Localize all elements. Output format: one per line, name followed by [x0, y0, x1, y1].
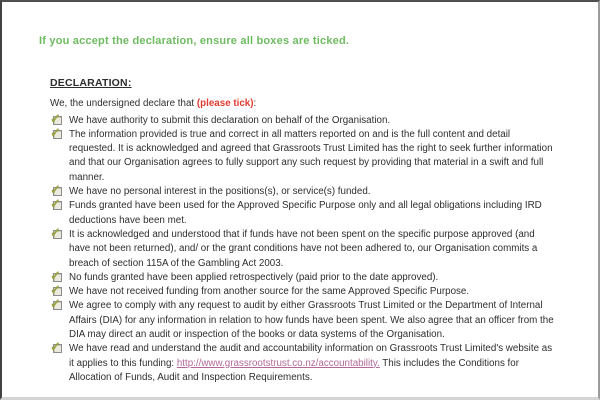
declaration-item: [50, 110, 554, 128]
item-text: [69, 128, 554, 185]
item-text-segment: We have read and understand the audit and accountability information on Grassroots Trust Limited's website as it applies to this funding:: [69, 343, 553, 369]
check-tick-icon: ✓: [50, 282, 61, 298]
item-text-segment: We have authority to submit this declaration on behalf of the Organisation.: [69, 114, 391, 126]
item-text: [69, 185, 554, 199]
check-tick-icon: ✓: [50, 339, 61, 355]
item-text: [69, 342, 554, 385]
declaration-item: [50, 224, 554, 271]
ticked-checkbox[interactable]: [50, 196, 65, 212]
declaration-item: [50, 282, 554, 299]
ticked-checkbox[interactable]: [50, 224, 65, 241]
check-tick-icon: ✓: [50, 296, 61, 312]
please-tick-label: (please tick): [196, 98, 254, 110]
declaration-item: [50, 296, 554, 342]
item-text: [69, 228, 554, 271]
item-text-segment: We have no personal interest in the positions(s), or service(s) funded.: [69, 186, 371, 198]
ticked-checkbox[interactable]: [50, 124, 65, 141]
item-text-segment: The information provided is true and correct in all matters reported on and is the full content and detail requested. It is acknowledged and agreed that Grassroots Trust Limited has the right to seek further information and that our Organisation agrees to fully support any such request by providing that material in a swift and full manner.: [69, 128, 553, 183]
check-tick-icon: ✓: [50, 267, 61, 283]
declaration-item: [50, 339, 554, 385]
ticked-checkbox[interactable]: [50, 339, 65, 355]
declaration-intro: [50, 97, 554, 111]
document-page: [2, 2, 598, 385]
check-tick-icon: ✓: [50, 224, 61, 240]
declaration-item: [50, 124, 554, 185]
declaration-item: [50, 182, 554, 199]
declaration-heading: DECLARATION:: [50, 77, 132, 89]
item-text: [69, 285, 554, 299]
accountability-link[interactable]: http://www.grassrootstrust.co.nz/accountability.: [176, 357, 380, 369]
item-text-segment: We have not received funding from another source for the same Approved Specific Purpose.: [69, 286, 470, 298]
item-text: [69, 299, 554, 342]
item-text-segment: Funds granted have been used for the Approved Specific Purpose only and all legal obligations including IRD deductions have been met.: [69, 200, 542, 226]
intro-suffix: :: [253, 98, 257, 110]
declaration-item: [50, 196, 554, 228]
item-text-segment: This includes the Conditions for Allocation of Funds, Audit and Inspection Requirements.: [69, 357, 519, 383]
declaration-section: [50, 76, 554, 385]
item-text-segment: We agree to comply with any request to audit by either Grassroots Trust Limited or the Department of Internal Affairs (DIA) for any information in relation to how funds have been spent. We also agree that an officer from the DIA may direct an audit or inspection of the books or data systems of the Organisation.: [69, 300, 554, 341]
check-tick-icon: ✓: [50, 182, 61, 198]
declaration-item: [50, 267, 554, 285]
check-tick-icon: ✓: [50, 124, 61, 140]
item-text-segment: It is acknowledged and understood that if funds have not been spent on the specific purpose approved (and have not been returned), and/ or the grant conditions have not been adhered to, our Organisation commits a breach of section 115A of the Gambling Act 2003.: [69, 228, 538, 269]
notice-text: If you accept the declaration, ensure all boxes are ticked.: [39, 35, 350, 47]
ticked-checkbox[interactable]: [50, 296, 65, 312]
check-tick-icon: ✓: [50, 110, 61, 126]
item-text: [69, 114, 554, 128]
check-tick-icon: ✓: [50, 196, 61, 212]
item-text-segment: No funds granted have been applied retrospectively (paid prior to the date approved).: [69, 271, 439, 283]
declaration-list: [50, 110, 554, 386]
intro-prefix: We, the undersigned declare that: [50, 98, 197, 110]
item-text: [69, 271, 554, 285]
item-text: [69, 199, 554, 228]
